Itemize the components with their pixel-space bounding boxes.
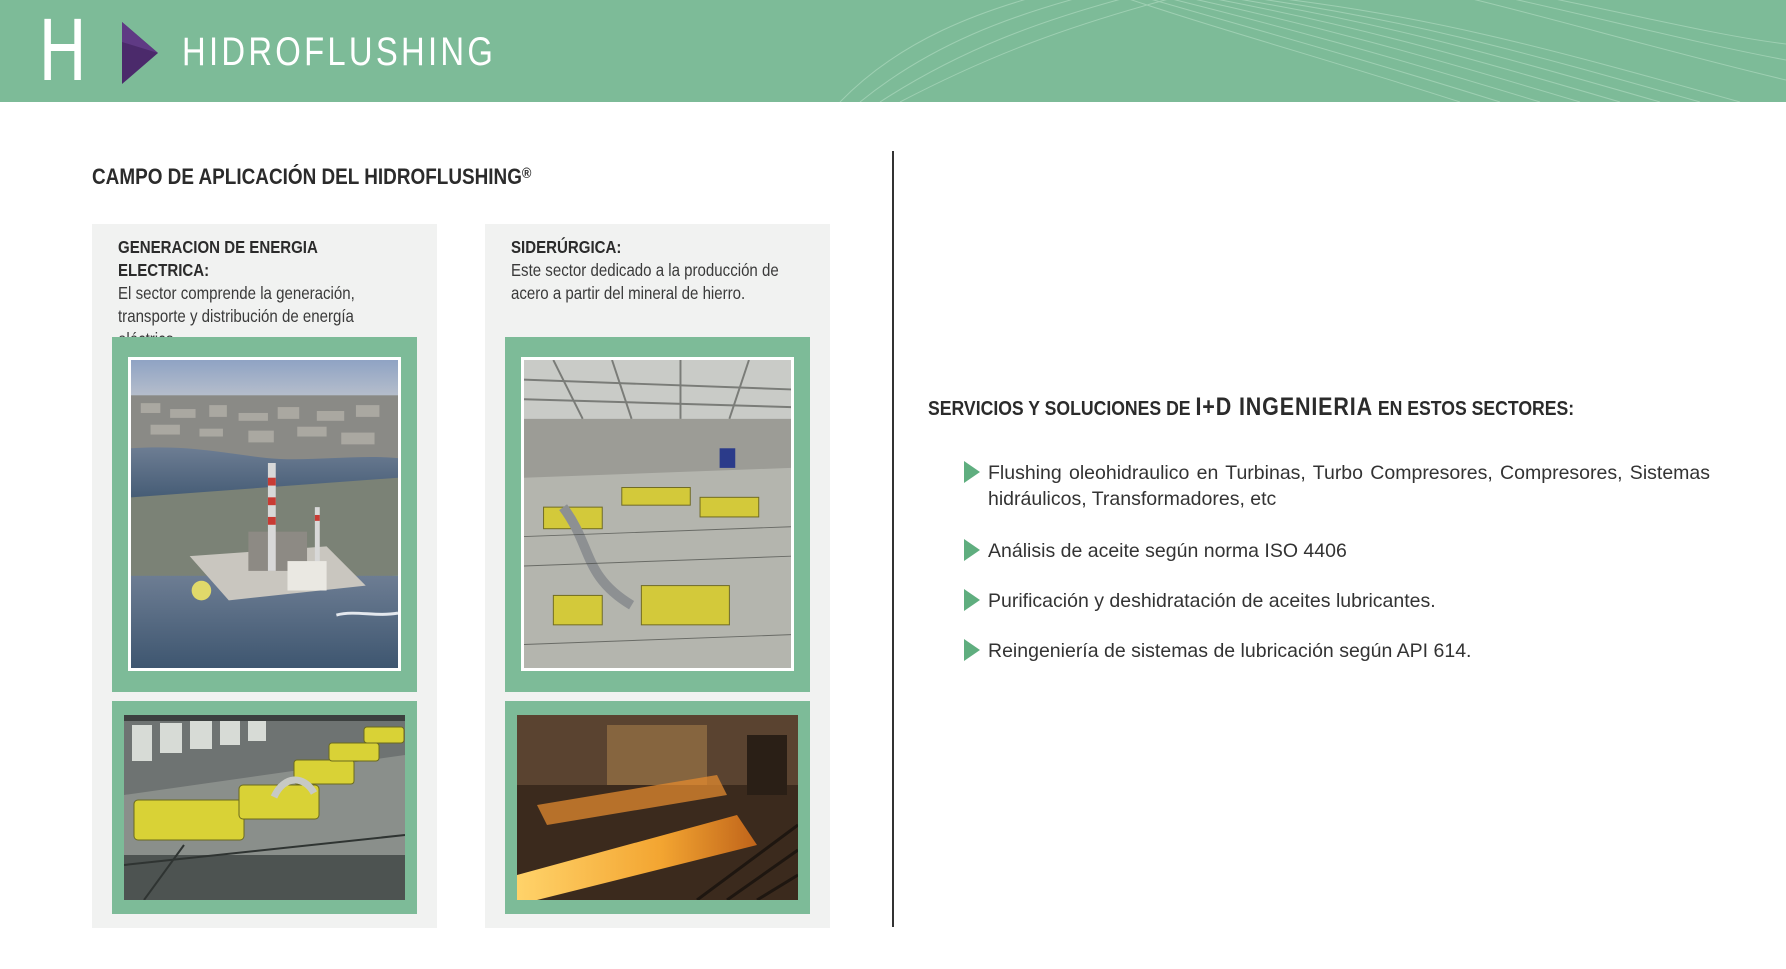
company-brand: I+D INGENIERIA: [1195, 393, 1373, 421]
triangle-right-icon: [964, 639, 980, 661]
registered-mark: ®: [521, 165, 532, 182]
list-item: [962, 460, 1710, 512]
sector-card-steel: [485, 224, 830, 928]
photo-frame: [112, 337, 417, 692]
sector-heading: GENERACION DE ENERGIA ELECTRICA:: [118, 237, 318, 280]
services-title-suffix: EN ESTOS SECTORES:: [1377, 397, 1575, 420]
list-item: [962, 538, 1710, 564]
sector-card-energy: [92, 224, 437, 928]
steel-mill-interior-photo: [521, 357, 794, 671]
photo-frame: [505, 337, 810, 692]
services-title-prefix: SERVICIOS Y SOLUCIONES DE: [928, 397, 1191, 420]
chapter-letter: H: [38, 2, 88, 100]
hot-steel-slab-photo: [517, 715, 798, 900]
application-title-text: CAMPO DE APLICACIÓN DEL HIDROFLUSHING: [92, 164, 522, 189]
sector-description: El sector comprende la generación, transporte y distribución de energía: [118, 283, 355, 326]
sector-text-steel: [511, 236, 803, 305]
sector-text-energy: [118, 236, 410, 351]
photo-frame: [112, 701, 417, 914]
sector-description: Este sector dedicado a la producción de acero a partir del mineral de hierro.: [511, 260, 779, 303]
page-title: HIDROFLUSHING: [182, 30, 497, 74]
aerial-power-plant-photo: [128, 357, 401, 671]
list-item: [962, 588, 1710, 614]
header-band: [0, 0, 1786, 102]
service-text: Análisis de aceite según norma ISO 4406: [988, 540, 1347, 562]
list-item: [962, 638, 1710, 664]
service-text: Flushing oleohidraulico en Turbinas, Turbo Compresores, Compresores, Sistemas hidráulicos, Transformadores, etc: [988, 462, 1710, 510]
triangle-right-icon: [964, 589, 980, 611]
column-divider: [892, 151, 894, 927]
sector-heading: SIDERÚRGICA:: [511, 237, 622, 257]
triangle-right-icon: [964, 461, 980, 483]
services-list: [962, 460, 1710, 688]
application-title: [92, 164, 531, 190]
turbine-hall-photo: [124, 715, 405, 900]
services-title: [928, 393, 1574, 422]
triangle-right-icon: [964, 539, 980, 561]
triangle-right-icon: [122, 22, 158, 84]
photo-frame: [505, 701, 810, 914]
service-text: Reingeniería de sistemas de lubricación según API 614.: [988, 640, 1472, 662]
service-text: Purificación y deshidratación de aceites lubricantes.: [988, 590, 1436, 612]
